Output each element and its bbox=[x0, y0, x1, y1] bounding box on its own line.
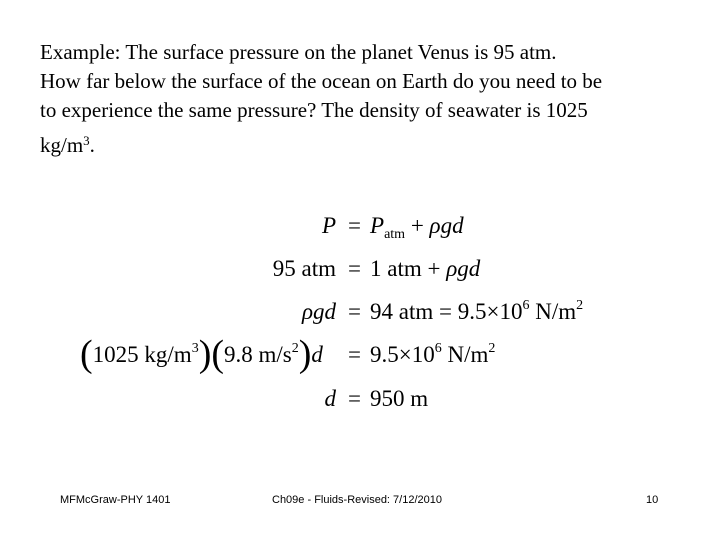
eq3-left: ρgd bbox=[301, 299, 336, 324]
equation-row-4 bbox=[76, 333, 636, 378]
problem-line-3: to experience the same pressure? The density of seawater is 1025 bbox=[40, 98, 588, 122]
problem-line-2: How far below the surface of the ocean on Earth do you need to be bbox=[40, 69, 603, 93]
footer-chapter: Ch09e - Fluids-Revised: 7/12/2010 bbox=[272, 494, 442, 506]
density-unit: kg/m bbox=[40, 133, 84, 157]
eq1-equals: = bbox=[348, 213, 361, 238]
problem-statement bbox=[40, 38, 700, 160]
eq5-equals: = bbox=[348, 386, 361, 411]
eq2-left: 95 atm bbox=[272, 256, 336, 281]
eq2-equals: = bbox=[348, 256, 361, 281]
footer-course: MFMcGraw-PHY 1401 bbox=[60, 494, 171, 506]
eq4-left: (1025 $kg/m^3)(9.8$ $m/s^2)d$ bbox=[80, 333, 323, 375]
eq3-rhs: 94 atm = $9.5\times 10^6$ $N/m^2$ bbox=[370, 298, 584, 324]
period: . bbox=[89, 133, 95, 157]
problem-line-4 bbox=[40, 125, 700, 160]
eq1-left: P bbox=[321, 213, 336, 238]
equation-block bbox=[76, 205, 636, 420]
eq5-left: d bbox=[324, 386, 336, 411]
footer-page-number: 10 bbox=[646, 494, 659, 506]
eq2-rhs: 1 atm + ρgd bbox=[370, 256, 481, 281]
eq5-rhs: 950 m bbox=[370, 386, 429, 411]
equation-row-5 bbox=[76, 386, 636, 418]
eq1-rhs: $P_{atm} + \rho gd$ bbox=[370, 213, 464, 242]
equation-row-2 bbox=[76, 256, 636, 288]
eq4-rhs: $9.5\times 10^6$ $N/m^2$ bbox=[370, 341, 496, 367]
eq4-equals: = bbox=[348, 342, 361, 367]
equation-row-3 bbox=[76, 299, 636, 331]
equation-row-1 bbox=[76, 213, 636, 245]
density-unit-exponent: 3 bbox=[83, 133, 90, 148]
eq3-equals: = bbox=[348, 299, 361, 324]
problem-line-1: Example: The surface pressure on the planet Venus is 95 atm. bbox=[40, 40, 557, 64]
